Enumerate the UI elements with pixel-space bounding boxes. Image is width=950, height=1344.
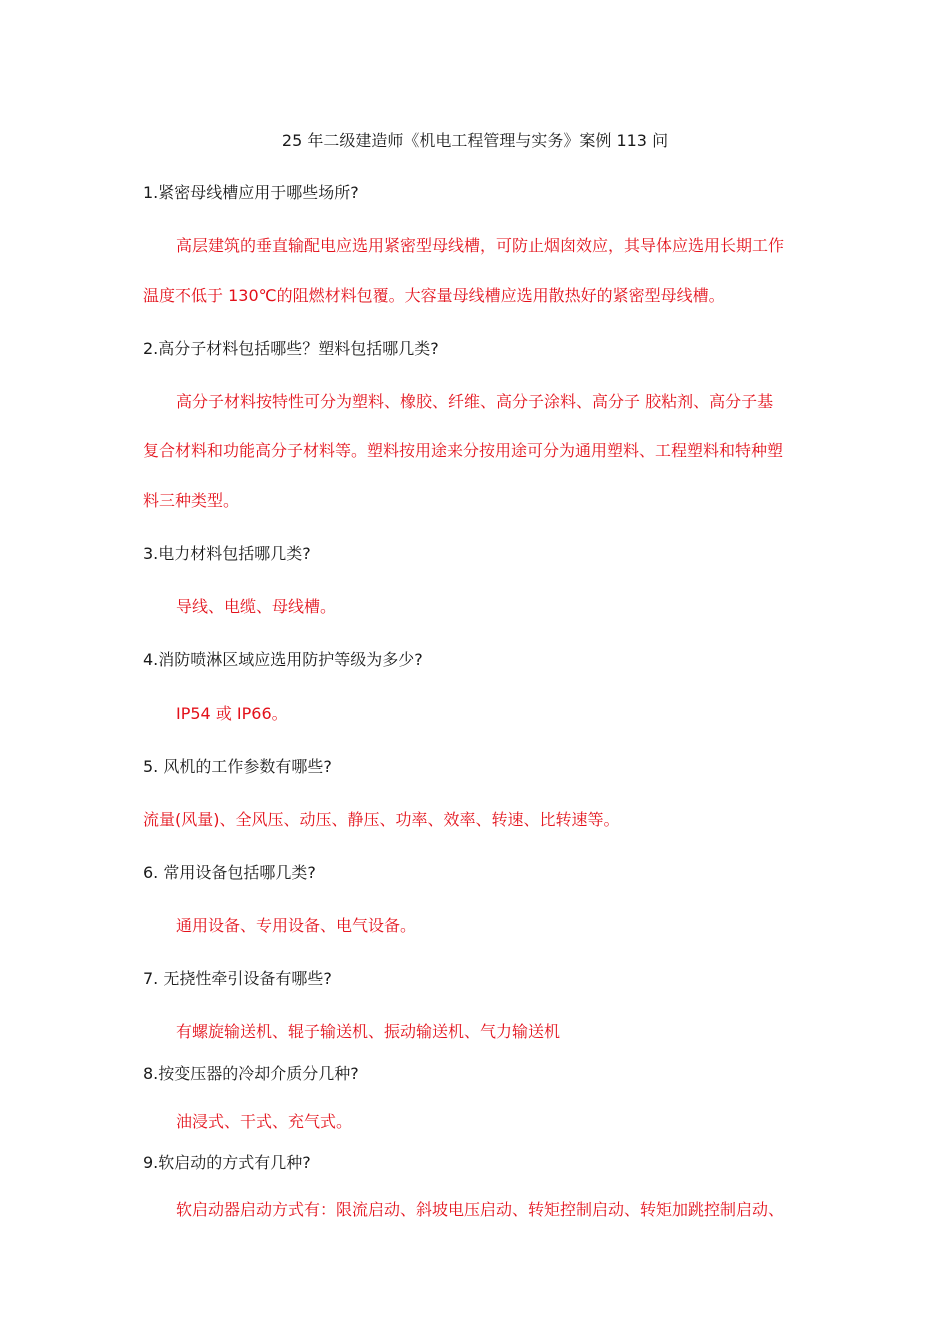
question-3: 3.电力材料包括哪几类? [143, 544, 311, 563]
answer-2-line-2: 复合材料和功能高分子材料等。塑料按用途来分按用途可分为通用塑料、工程塑料和特种塑 [143, 441, 784, 460]
answer-9-line-1: 软启动器启动方式有：限流启动、斜坡电压启动、转矩控制启动、转矩加跳控制启动、 [176, 1200, 785, 1219]
question-6: 6. 常用设备包括哪几类? [143, 863, 316, 882]
answer-4: IP54 或 IP66。 [176, 704, 288, 723]
question-8: 8.按变压器的冷却介质分几种? [143, 1064, 359, 1083]
answer-8: 油浸式、干式、充气式。 [176, 1112, 353, 1131]
question-1: 1.紧密母线槽应用于哪些场所? [143, 183, 359, 202]
answer-1-line-2: 温度不低于 130℃的阻燃材料包覆。大容量母线槽应选用散热好的紧密型母线槽。 [143, 286, 725, 305]
answer-1-line-1: 高层建筑的垂直输配电应选用紧密型母线槽，可防止烟囱效应，其导体应选用长期工作 [176, 236, 785, 255]
answer-2-line-3: 料三种类型。 [143, 491, 240, 510]
answer-7: 有螺旋输送机、辊子输送机、振动输送机、气力输送机 [176, 1022, 561, 1041]
document-title: 25 年二级建造师《机电工程管理与实务》案例 113 问 [281, 131, 669, 150]
question-4: 4.消防喷淋区域应选用防护等级为多少? [143, 650, 423, 669]
answer-3: 导线、电缆、母线槽。 [176, 597, 337, 616]
answer-5: 流量(风量)、全风压、动压、静压、功率、效率、转速、比转速等。 [143, 810, 620, 829]
question-9: 9.软启动的方式有几种? [143, 1153, 311, 1172]
answer-6: 通用设备、专用设备、电气设备。 [176, 916, 417, 935]
question-5: 5. 风机的工作参数有哪些? [143, 757, 332, 776]
answer-2-line-1: 高分子材料按特性可分为塑料、橡胶、纤维、高分子涂料、高分子 胶粘剂、高分子基 [176, 392, 774, 411]
question-7: 7. 无挠性牵引设备有哪些? [143, 969, 332, 988]
question-2: 2.高分子材料包括哪些？塑料包括哪几类? [143, 339, 439, 358]
